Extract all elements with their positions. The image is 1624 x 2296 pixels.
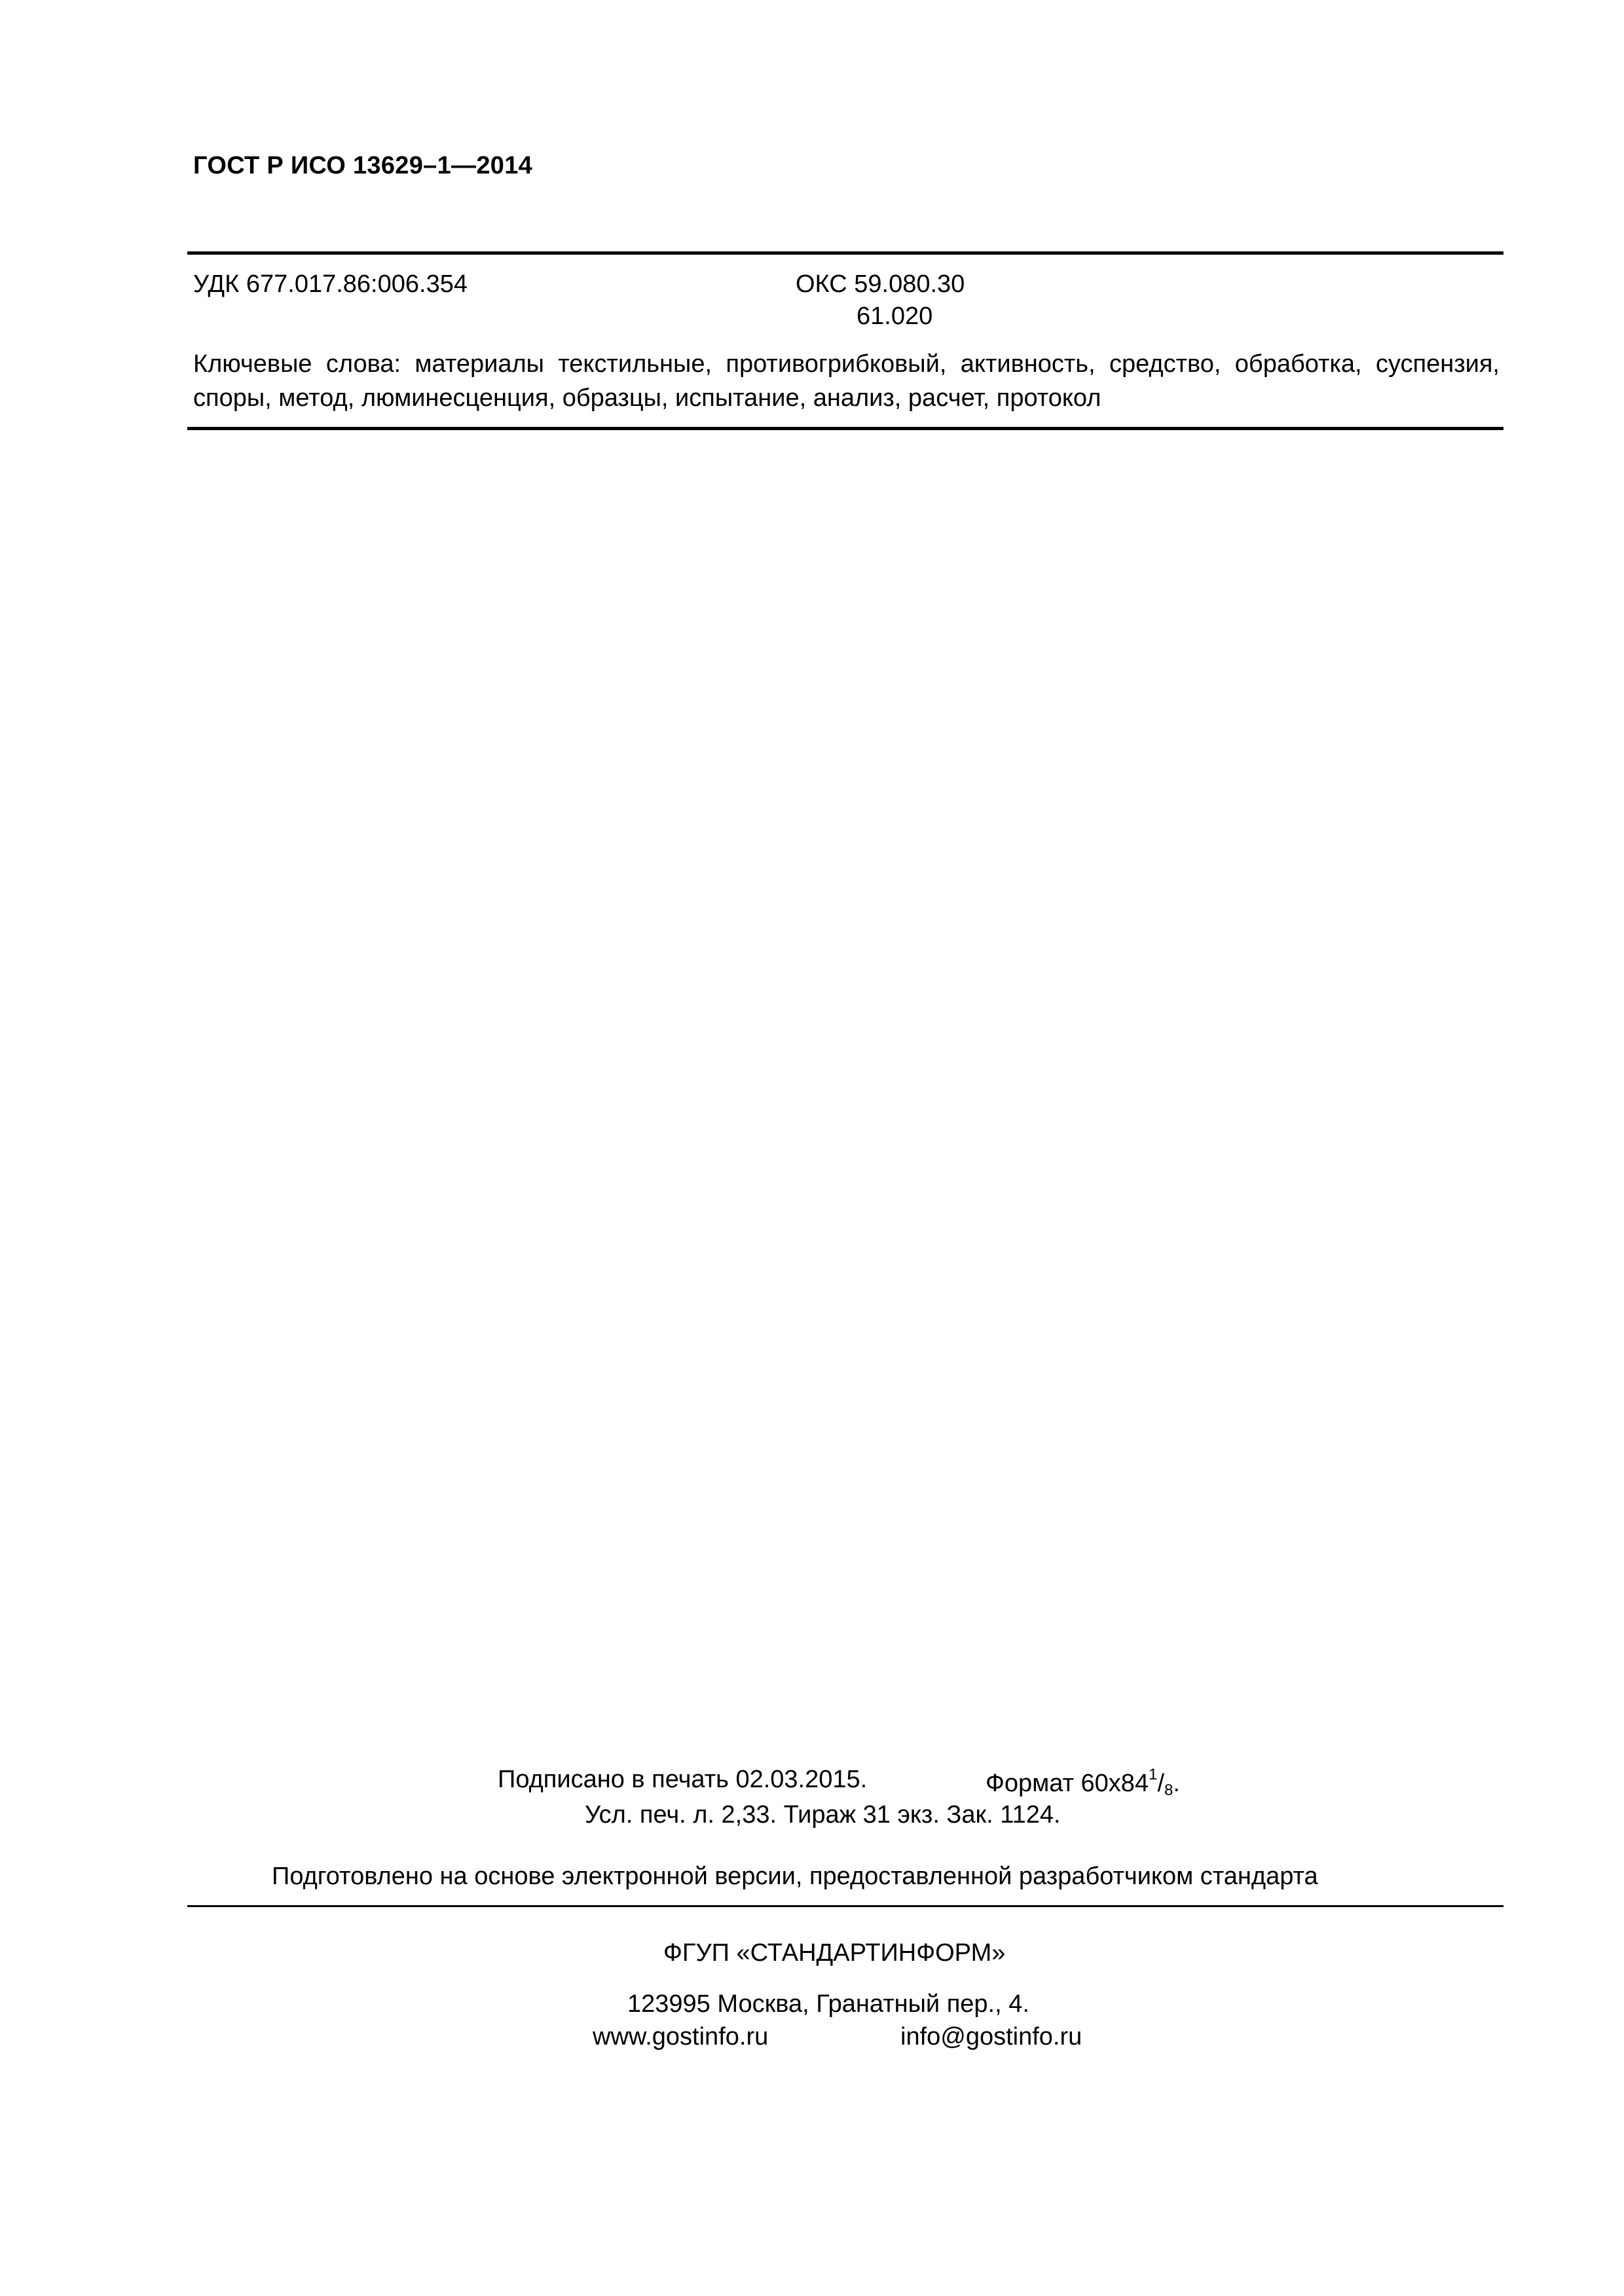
publisher-website: www.gostinfo.ru — [593, 2023, 769, 2050]
oks-code: ОКС 59.080.30 — [796, 270, 965, 298]
publisher-email: info@gostinfo.ru — [900, 2023, 1082, 2050]
signed-for-print: Подписано в печать 02.03.2015. — [498, 1766, 868, 1793]
oks-code-secondary: 61.020 — [857, 302, 933, 330]
prepared-note: Подготовлено на основе электронной версии, предоставленной разработчиком стандарта — [272, 1863, 1318, 1890]
udk-code: УДК 677.017.86:006.354 — [193, 270, 468, 298]
paper-format — [986, 1766, 1180, 1800]
paper-format-separator: / — [1157, 1770, 1164, 1797]
standard-title: ГОСТ Р ИСО 13629–1—2014 — [193, 152, 533, 179]
paper-format-prefix: Формат 60x84 — [986, 1770, 1149, 1797]
keywords-text: Ключевые слова: материалы текстильные, противогрибковый, активность, средство, обработка, суспензия, споры, метод, люминесценция, образцы, испытание, анализ, расчет, протокол — [193, 350, 1500, 412]
publisher-address: 123995 Москва, Гранатный пер., 4. — [627, 1990, 1029, 2018]
footer-divider — [187, 1905, 1504, 1907]
publisher-name: ФГУП «СТАНДАРТИНФОРМ» — [663, 1939, 1006, 1967]
keywords-divider — [187, 427, 1504, 430]
top-divider — [187, 251, 1504, 255]
print-info: Усл. печ. л. 2,33. Тираж 31 экз. Зак. 1124. — [585, 1801, 1061, 1829]
paper-format-numerator: 1 — [1149, 1766, 1158, 1783]
paper-format-end: . — [1173, 1770, 1180, 1797]
paper-format-denominator: 8 — [1164, 1781, 1173, 1799]
